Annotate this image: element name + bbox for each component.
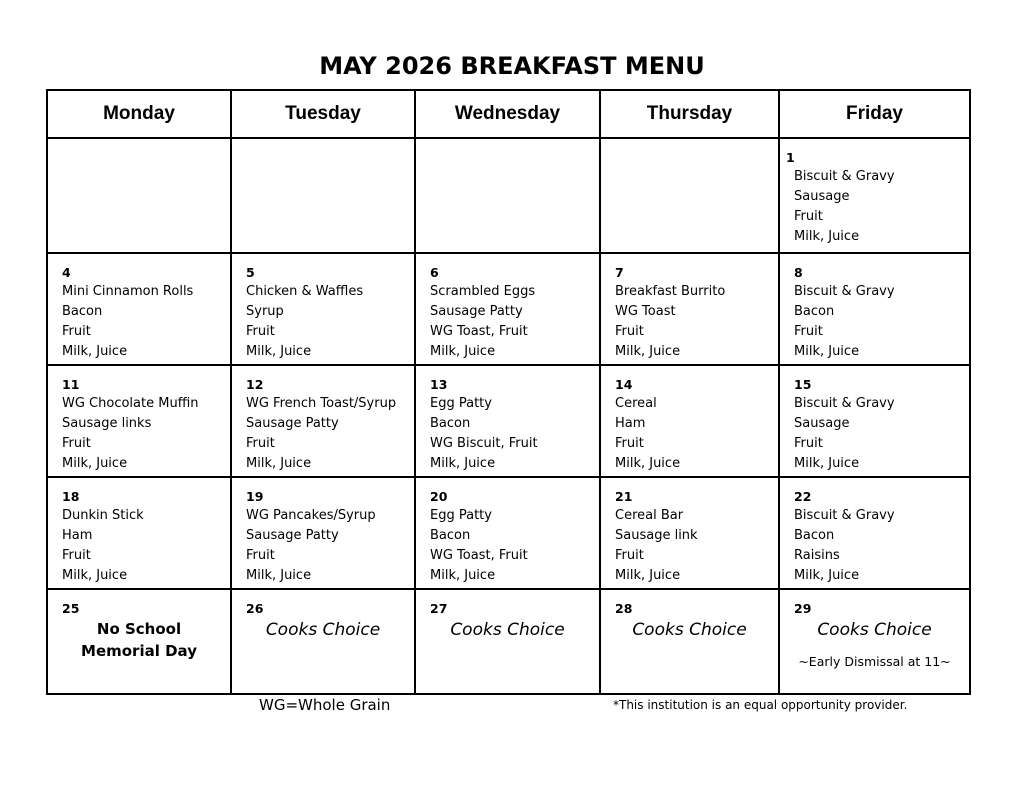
menu-item: Milk, Juice — [615, 344, 681, 359]
day-number: 13 — [430, 377, 448, 392]
menu-item: Cereal Bar — [615, 508, 684, 523]
menu-item: Milk, Juice — [62, 456, 128, 471]
menu-item: Fruit — [615, 548, 644, 563]
page-title: MAY 2026 BREAKFAST MENU — [319, 52, 705, 80]
day-cell-15 — [779, 365, 970, 477]
menu-item: Cereal — [615, 396, 657, 411]
menu-item: Fruit — [246, 436, 275, 451]
menu-item: Milk, Juice — [794, 568, 860, 583]
header-wednesday: Wednesday — [415, 90, 600, 138]
equal-opportunity-disclaimer: *This institution is an equal opportunity provider. — [613, 698, 908, 712]
header-friday: Friday — [779, 90, 970, 138]
menu-item: Egg Patty — [430, 396, 492, 411]
menu-item: Milk, Juice — [246, 456, 312, 471]
day-cell-1 — [779, 138, 970, 253]
cooks-choice-label: Cooks Choice — [265, 620, 381, 640]
day-cell-14 — [600, 365, 779, 477]
menu-item: Dunkin Stick — [62, 508, 144, 523]
no-school-label: No School — [96, 620, 182, 638]
menu-item: Fruit — [615, 436, 644, 451]
cooks-choice-label: Cooks Choice — [632, 620, 747, 640]
day-number: 8 — [794, 265, 803, 280]
day-number: 4 — [62, 265, 71, 280]
day-number: 22 — [794, 489, 812, 504]
menu-item: Milk, Juice — [794, 344, 860, 359]
week-row-3 — [47, 365, 970, 477]
day-number: 11 — [62, 377, 80, 392]
menu-item: Raisins — [794, 548, 840, 563]
menu-item: Biscuit & Gravy — [794, 396, 895, 411]
menu-item: WG Toast — [615, 304, 676, 319]
header-monday: Monday — [47, 90, 231, 138]
day-number: 27 — [430, 601, 448, 616]
day-cell-12 — [231, 365, 415, 477]
week-row-2 — [47, 253, 970, 365]
menu-item: Milk, Juice — [246, 344, 312, 359]
week-row-5 — [47, 589, 970, 694]
menu-item: Sausage link — [615, 528, 698, 543]
whole-grain-legend: WG=Whole Grain — [259, 696, 391, 714]
day-cell-29 — [779, 589, 970, 694]
day-cell-empty — [415, 138, 600, 253]
header-tuesday: Tuesday — [231, 90, 415, 138]
day-cell-empty — [231, 138, 415, 253]
day-cell-20 — [415, 477, 600, 589]
menu-item: Milk, Juice — [794, 456, 860, 471]
day-cell-21 — [600, 477, 779, 589]
menu-item: Fruit — [794, 209, 823, 224]
menu-item: Fruit — [794, 436, 823, 451]
menu-item: WG Toast, Fruit — [430, 324, 528, 339]
menu-item: Milk, Juice — [430, 456, 496, 471]
menu-item: Bacon — [794, 528, 835, 543]
menu-item: Biscuit & Gravy — [794, 508, 895, 523]
menu-item: WG Biscuit, Fruit — [430, 436, 538, 451]
menu-item: Fruit — [62, 324, 91, 339]
menu-item: Scrambled Eggs — [430, 284, 536, 299]
weekday-header-row — [47, 90, 970, 138]
day-number: 29 — [794, 601, 812, 616]
menu-item: Bacon — [430, 416, 471, 431]
menu-item: WG Toast, Fruit — [430, 548, 528, 563]
early-dismissal-note: ~Early Dismissal at 11~ — [798, 654, 951, 669]
menu-item: Fruit — [615, 324, 644, 339]
day-number: 12 — [246, 377, 264, 392]
day-cell-4 — [47, 253, 231, 365]
menu-item: Syrup — [246, 304, 284, 319]
menu-item: Milk, Juice — [246, 568, 312, 583]
day-cell-22 — [779, 477, 970, 589]
menu-item: Milk, Juice — [615, 456, 681, 471]
menu-item: Biscuit & Gravy — [794, 169, 895, 184]
day-number: 20 — [430, 489, 448, 504]
day-number: 1 — [786, 150, 795, 165]
menu-item: Ham — [62, 528, 93, 543]
week-row-4 — [47, 477, 970, 589]
day-cell-empty — [47, 138, 231, 253]
day-number: 7 — [615, 265, 624, 280]
menu-item: Fruit — [246, 324, 275, 339]
menu-item: Milk, Juice — [430, 568, 496, 583]
day-cell-25 — [47, 589, 231, 694]
menu-item: Milk, Juice — [430, 344, 496, 359]
menu-item: Milk, Juice — [62, 568, 128, 583]
menu-item: Sausage Patty — [246, 528, 339, 543]
day-cell-26 — [231, 589, 415, 694]
menu-item: Sausage links — [62, 416, 152, 431]
menu-item: Bacon — [62, 304, 103, 319]
day-cell-13 — [415, 365, 600, 477]
day-number: 15 — [794, 377, 812, 392]
day-number: 18 — [62, 489, 80, 504]
menu-item: Biscuit & Gravy — [794, 284, 895, 299]
menu-item: Fruit — [62, 436, 91, 451]
day-number: 5 — [246, 265, 255, 280]
menu-item: WG Chocolate Muffin — [62, 396, 199, 411]
menu-item: Bacon — [430, 528, 471, 543]
menu-item: Mini Cinnamon Rolls — [62, 284, 194, 299]
day-number: 6 — [430, 265, 439, 280]
week-row-1 — [47, 138, 970, 253]
menu-calendar — [46, 89, 971, 695]
day-cell-empty — [600, 138, 779, 253]
menu-item: Milk, Juice — [62, 344, 128, 359]
day-number: 28 — [615, 601, 633, 616]
menu-item: Ham — [615, 416, 646, 431]
menu-item: Bacon — [794, 304, 835, 319]
menu-item: Egg Patty — [430, 508, 492, 523]
day-number: 14 — [615, 377, 633, 392]
cooks-choice-label: Cooks Choice — [817, 620, 932, 640]
menu-item: Fruit — [246, 548, 275, 563]
menu-item: Chicken & Waffles — [246, 284, 364, 299]
day-cell-7 — [600, 253, 779, 365]
day-cell-11 — [47, 365, 231, 477]
day-cell-28 — [600, 589, 779, 694]
day-number: 19 — [246, 489, 264, 504]
menu-item: Sausage Patty — [246, 416, 339, 431]
cooks-choice-label: Cooks Choice — [450, 620, 565, 640]
day-cell-6 — [415, 253, 600, 365]
menu-item: WG Pancakes/Syrup — [246, 508, 376, 523]
day-cell-5 — [231, 253, 415, 365]
menu-item: Milk, Juice — [794, 229, 860, 244]
day-cell-8 — [779, 253, 970, 365]
day-number: 26 — [246, 601, 264, 616]
menu-item: Fruit — [794, 324, 823, 339]
menu-item: Milk, Juice — [615, 568, 681, 583]
day-number: 21 — [615, 489, 633, 504]
holiday-label: Memorial Day — [81, 642, 197, 660]
day-cell-18 — [47, 477, 231, 589]
day-cell-27 — [415, 589, 600, 694]
menu-item: Breakfast Burrito — [615, 284, 726, 299]
menu-item: Sausage Patty — [430, 304, 523, 319]
day-number: 25 — [62, 601, 80, 616]
menu-item: Fruit — [62, 548, 91, 563]
menu-item: Sausage — [794, 416, 850, 431]
header-thursday: Thursday — [600, 90, 779, 138]
menu-item: WG French Toast/Syrup — [246, 396, 397, 411]
menu-item: Sausage — [794, 189, 850, 204]
day-cell-19 — [231, 477, 415, 589]
